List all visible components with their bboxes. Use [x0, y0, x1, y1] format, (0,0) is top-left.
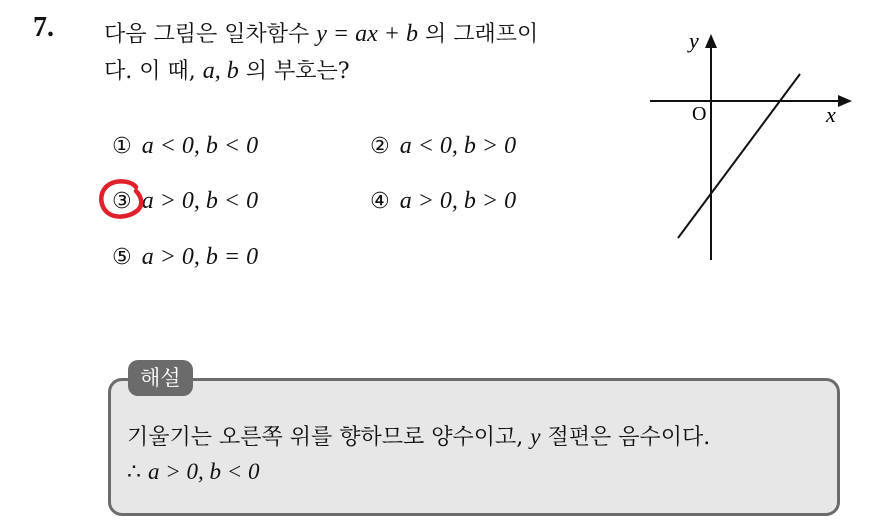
question-text-part2: 의 그래프이 [417, 22, 539, 47]
function-line [678, 74, 800, 238]
question-line2-part2: 의 부호는? [238, 59, 350, 84]
question-line2-part1: 다. 이 때, [104, 59, 203, 84]
solution-line-2 [127, 455, 710, 490]
solution-line1-var: y [530, 424, 541, 449]
solution-line1-part1: 기울기는 오른쪽 위를 향하므로 양수이고, [127, 425, 531, 450]
answer-circle-stroke [101, 181, 141, 216]
choice-1-number: ① [112, 134, 132, 159]
y-axis-label: y [689, 28, 699, 53]
x-axis-label: x [826, 102, 836, 127]
choice-2-expression: a < 0, b > 0 [399, 133, 517, 159]
choice-4[interactable] [370, 188, 516, 215]
question-vars: a, b [202, 58, 239, 84]
choice-2[interactable] [370, 133, 516, 160]
origin-label: O [692, 103, 707, 125]
solution-line-1 [127, 420, 710, 455]
solution-line1-part2: 절편은 음수이다. [540, 425, 711, 450]
y-axis-arrow [705, 34, 717, 48]
x-axis-arrow [838, 95, 852, 107]
question-text-part1: 다음 그림은 일차함수 [104, 22, 317, 47]
choice-4-number: ④ [370, 189, 390, 214]
choice-5-number: ⑤ [112, 245, 132, 270]
therefore-symbol: ∴ [127, 460, 148, 485]
solution-answer-expression: a > 0, b < 0 [148, 459, 260, 484]
choice-4-expression: a > 0, b > 0 [399, 188, 517, 214]
solution-text [127, 420, 710, 490]
answer-circle-mark [96, 177, 152, 221]
choice-5-expression: a > 0, b = 0 [141, 244, 259, 270]
question-line-1 [104, 16, 624, 53]
question-formula: y = ax + b [316, 21, 418, 47]
question-text [104, 16, 624, 90]
choice-2-number: ② [370, 134, 390, 159]
question-number: 7. [33, 12, 54, 43]
solution-tag: 해설 [128, 360, 193, 396]
linear-function-graph [640, 26, 860, 266]
question-line-2 [104, 53, 624, 90]
choice-1-expression: a < 0, b < 0 [141, 133, 259, 159]
choice-1[interactable] [112, 133, 258, 160]
choice-3-expression: a > 0, b < 0 [141, 188, 259, 214]
choice-5[interactable] [112, 244, 258, 271]
choice-3-number: ③ [112, 189, 132, 214]
